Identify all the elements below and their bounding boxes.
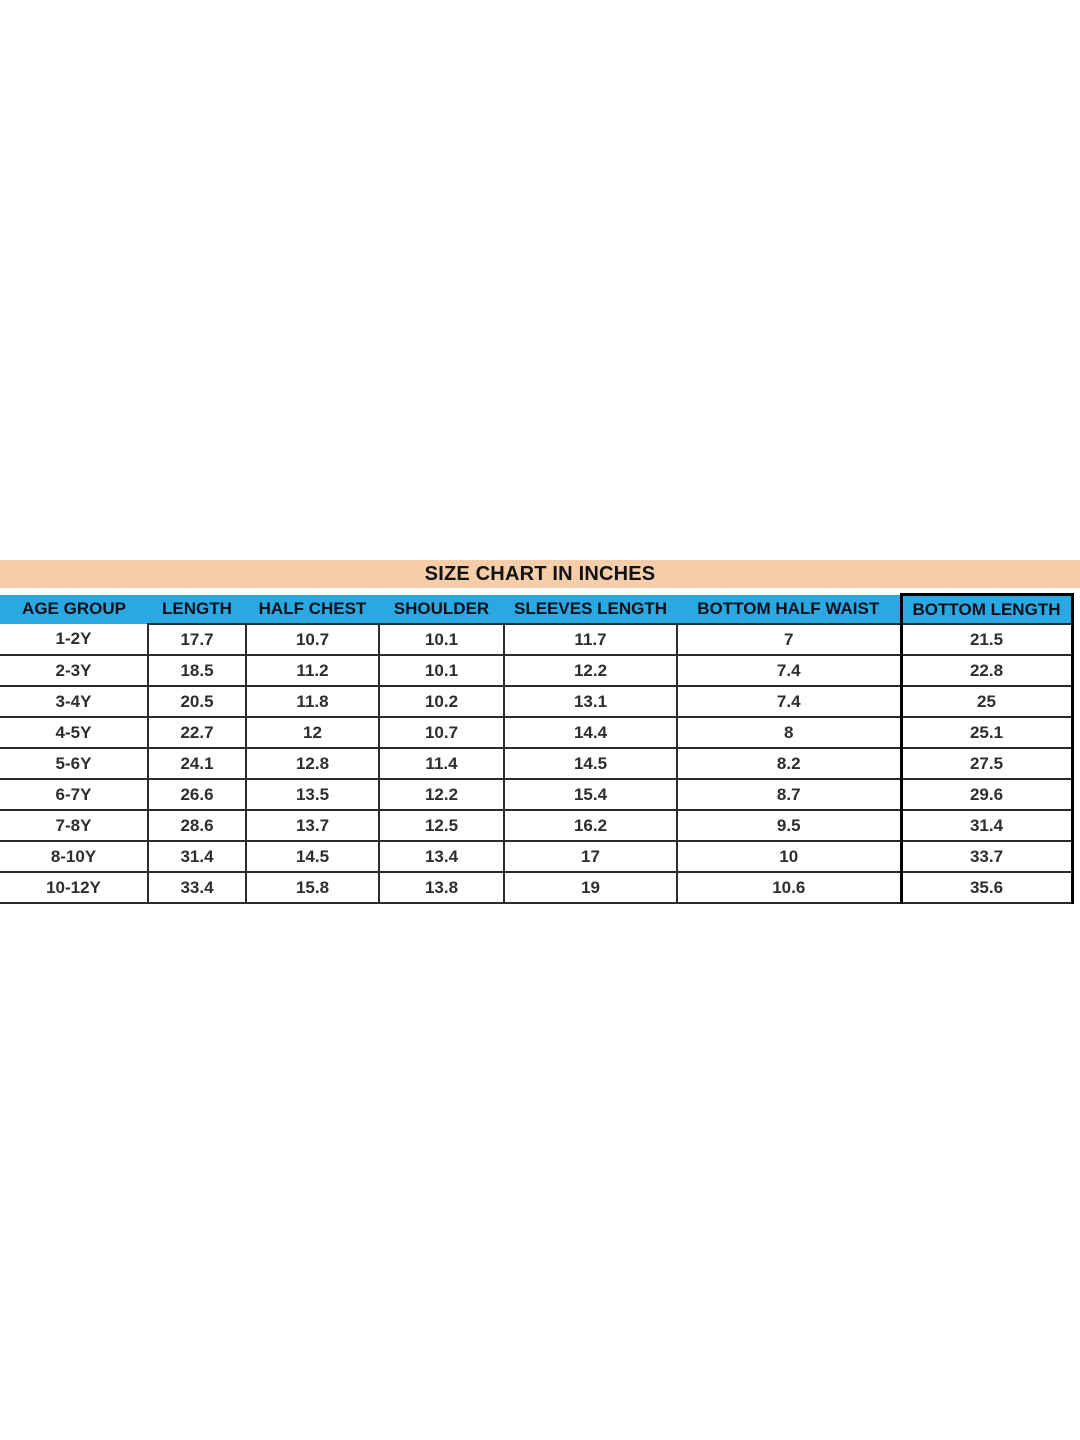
cell: 15.4	[504, 779, 677, 810]
cell: 12.8	[246, 748, 379, 779]
cell: 10.1	[379, 655, 504, 686]
col-header-bottom-half-waist: BOTTOM HALF WAIST	[677, 595, 901, 625]
cell-bottom-length: 29.6	[901, 779, 1072, 810]
cell-bottom-length: 33.7	[901, 841, 1072, 872]
table-row	[0, 624, 1072, 655]
table-row	[0, 872, 1072, 903]
cell: 13.8	[379, 872, 504, 903]
cell: 8	[677, 717, 901, 748]
cell: 10	[677, 841, 901, 872]
cell: 14.4	[504, 717, 677, 748]
table-row	[0, 748, 1072, 779]
cell-age-group: 10-12Y	[0, 872, 148, 903]
cell: 33.4	[148, 872, 246, 903]
table-row	[0, 655, 1072, 686]
table-row	[0, 717, 1072, 748]
table-row	[0, 686, 1072, 717]
cell: 12.2	[504, 655, 677, 686]
cell-age-group: 5-6Y	[0, 748, 148, 779]
cell-age-group: 6-7Y	[0, 779, 148, 810]
cell-bottom-length: 22.8	[901, 655, 1072, 686]
cell: 13.5	[246, 779, 379, 810]
cell: 13.7	[246, 810, 379, 841]
cell: 13.1	[504, 686, 677, 717]
cell: 31.4	[148, 841, 246, 872]
header-row	[0, 595, 1072, 625]
cell-bottom-length: 35.6	[901, 872, 1072, 903]
cell: 10.7	[379, 717, 504, 748]
cell-bottom-length: 25.1	[901, 717, 1072, 748]
cell: 10.7	[246, 624, 379, 655]
table-row	[0, 841, 1072, 872]
cell: 16.2	[504, 810, 677, 841]
cell: 8.2	[677, 748, 901, 779]
col-header-age-group: AGE GROUP	[0, 595, 148, 625]
size-chart-title-bar	[0, 560, 1080, 588]
cell: 24.1	[148, 748, 246, 779]
cell: 11.4	[379, 748, 504, 779]
cell: 28.6	[148, 810, 246, 841]
cell: 13.4	[379, 841, 504, 872]
col-header-shoulder: SHOULDER	[379, 595, 504, 625]
cell: 8.7	[677, 779, 901, 810]
cell: 10.1	[379, 624, 504, 655]
cell: 7.4	[677, 686, 901, 717]
col-header-bottom-length: BOTTOM LENGTH	[901, 595, 1072, 625]
cell: 9.5	[677, 810, 901, 841]
cell: 14.5	[504, 748, 677, 779]
col-header-sleeves-length: SLEEVES LENGTH	[504, 595, 677, 625]
cell: 14.5	[246, 841, 379, 872]
cell-bottom-length: 21.5	[901, 624, 1072, 655]
cell: 11.8	[246, 686, 379, 717]
size-chart-title: SIZE CHART IN INCHES	[424, 562, 656, 585]
cell: 18.5	[148, 655, 246, 686]
cell: 10.2	[379, 686, 504, 717]
cell: 12	[246, 717, 379, 748]
cell: 22.7	[148, 717, 246, 748]
cell: 10.6	[677, 872, 901, 903]
cell: 26.6	[148, 779, 246, 810]
col-header-length: LENGTH	[148, 595, 246, 625]
cell: 12.5	[379, 810, 504, 841]
cell: 7.4	[677, 655, 901, 686]
cell: 12.2	[379, 779, 504, 810]
cell-bottom-length: 31.4	[901, 810, 1072, 841]
table-row	[0, 810, 1072, 841]
cell-age-group: 4-5Y	[0, 717, 148, 748]
cell: 7	[677, 624, 901, 655]
cell: 19	[504, 872, 677, 903]
size-chart-table	[0, 593, 1074, 904]
cell: 11.2	[246, 655, 379, 686]
cell-age-group: 8-10Y	[0, 841, 148, 872]
cell: 20.5	[148, 686, 246, 717]
cell-age-group: 3-4Y	[0, 686, 148, 717]
size-chart	[0, 560, 1080, 904]
cell: 17	[504, 841, 677, 872]
cell: 17.7	[148, 624, 246, 655]
cell-age-group: 1-2Y	[0, 624, 148, 655]
cell: 15.8	[246, 872, 379, 903]
cell-age-group: 2-3Y	[0, 655, 148, 686]
cell-bottom-length: 25	[901, 686, 1072, 717]
col-header-half-chest: HALF CHEST	[246, 595, 379, 625]
table-row	[0, 779, 1072, 810]
cell-age-group: 7-8Y	[0, 810, 148, 841]
cell: 11.7	[504, 624, 677, 655]
cell-bottom-length: 27.5	[901, 748, 1072, 779]
